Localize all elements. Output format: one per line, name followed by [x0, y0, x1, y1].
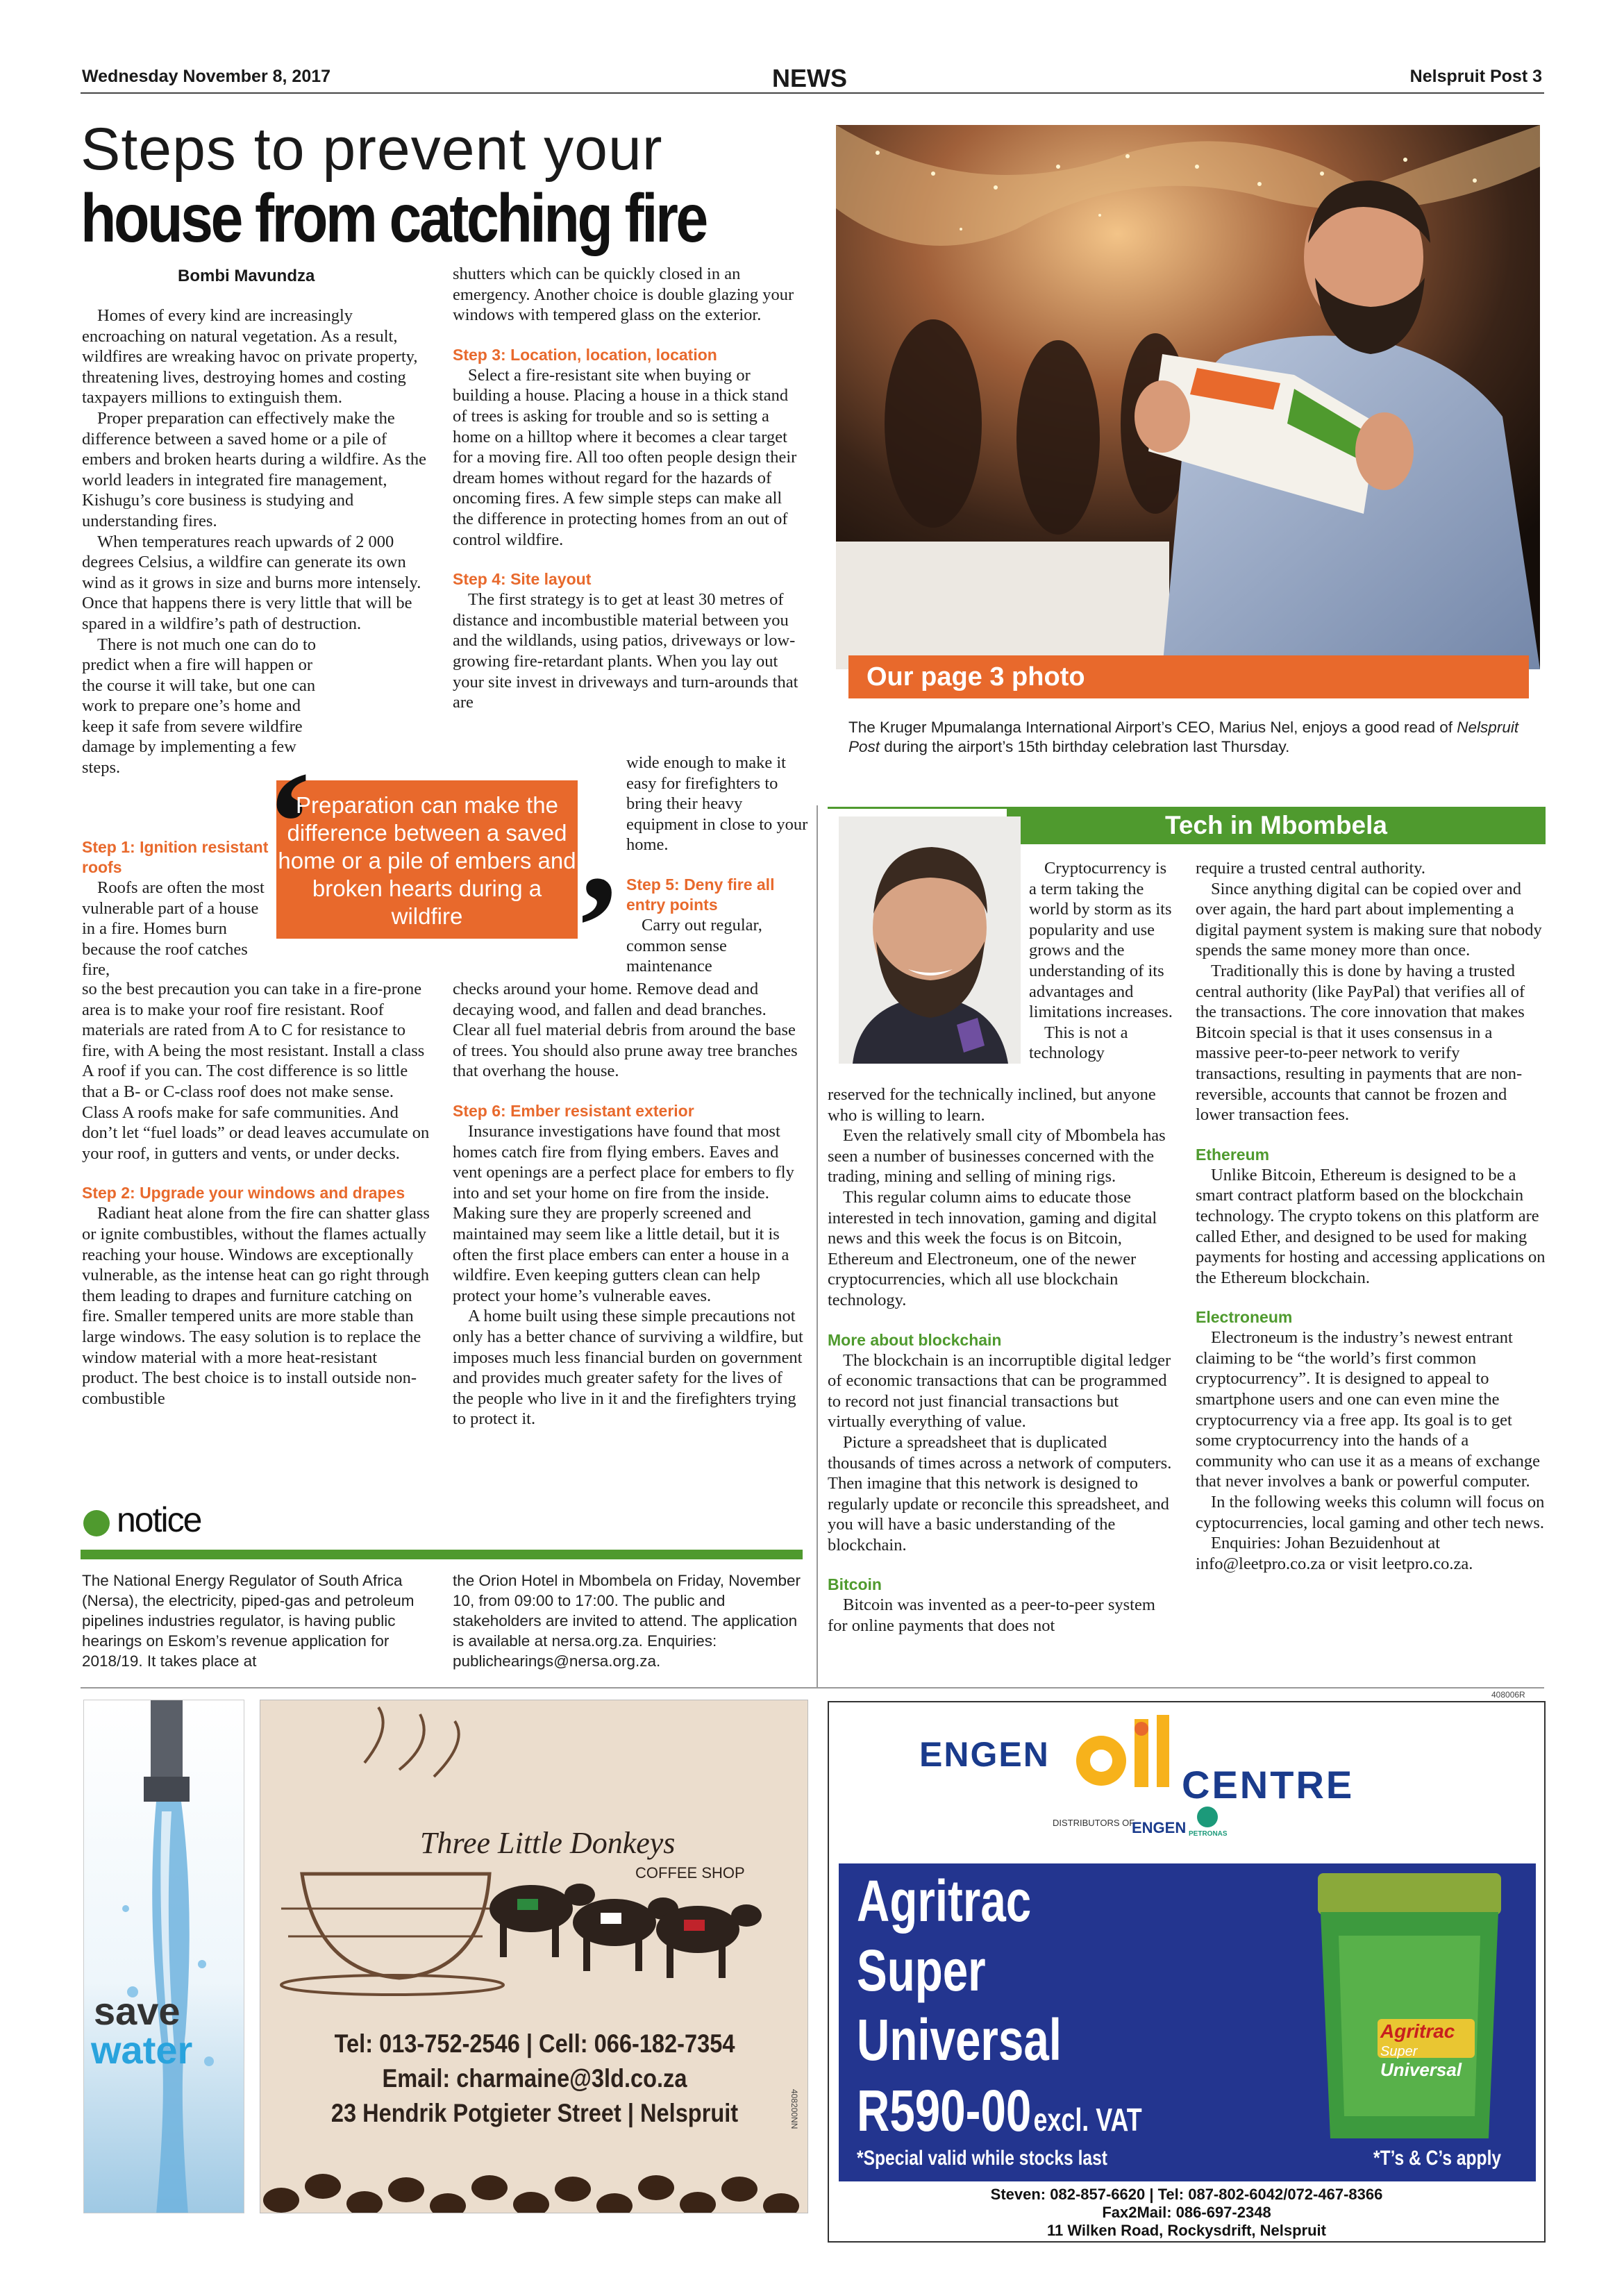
bitcoin-heading: Bitcoin	[828, 1575, 882, 1594]
tech-paragraph: Bitcoin was invented as a peer-to-peer system for online payments that does not	[828, 1595, 1155, 1636]
step6-paragraph: Insurance investigations have found that most homes catch fire from flying embers. Eaves and vent openings are a perfect place for embers to fly into and set your home on fire from the inside. Making sure they are properly screened and maintained may seem like a little detail, but it is often the first place embers can enter a house in a wildfire. Even keeping gutters clean can help protect your home’s vulnerable eaves.	[453, 1121, 794, 1305]
engen-contacts	[829, 2186, 1544, 2240]
bucket-brand: Agritrac	[1380, 2020, 1455, 2042]
tech-column-2	[1196, 858, 1547, 1574]
save-water-ad	[83, 1700, 244, 2213]
engen-oil-centre-ad	[828, 1701, 1546, 2243]
paper-name-page: Nelspruit Post 3	[1409, 67, 1542, 86]
product-line3: Universal	[857, 2007, 1062, 2072]
step5-text-wide: checks around your home. Remove dead and decaying wood, and fallen and dead branches. Clear all fuel material debris from around the base of trees. You should also prune away tree branches that overhang the house.	[453, 980, 798, 1081]
bucket-line3: Universal	[1380, 2059, 1462, 2080]
step5-heading: Step 5: Deny fire all entry points	[626, 875, 775, 914]
step5-6-block	[453, 979, 805, 1430]
tech-intro-narrow	[1029, 858, 1176, 1064]
tech-paragraph: Unlike Bitcoin, Ethereum is designed to be a smart contract platform based on the blockchain technology. The crypto tokens on this platform are called Ether, and designed to be used for making payments for hosting and accessing applications on the Ethereum blockchain.	[1196, 1165, 1546, 1287]
product-line2: Super	[857, 1938, 986, 2003]
tech-paragraph: The blockchain is an incorruptible digital ledger of economic transactions that can be programmed to record not just financial transactions but virtually everything of value.	[828, 1350, 1171, 1432]
headline-line2: house from catching fire	[81, 180, 706, 256]
tap-water-icon	[84, 1700, 244, 2213]
product-price-row	[857, 2077, 1142, 2145]
donkeys-ad-code: 408200NN	[789, 2089, 799, 2129]
petronas-label: PETRONAS	[1189, 1830, 1228, 1838]
tech-paragraph: Even the relatively small city of Mbombela has seen a number of businesses concerned with the trading, mining and selling of mining rigs.	[828, 1126, 1166, 1187]
article-column-1	[82, 305, 430, 778]
article-paragraph: Proper preparation can effectively make the difference between a saved home or a pile of embers and broken hearts during a wildfire. As the world leaders in integrated fire management, Kishugu’s core business is studying and understanding fires.	[82, 408, 426, 530]
tech-intro-text-2: This is not a technology	[1029, 1023, 1128, 1063]
contact-line-1: Steven: 082-857-6620 | Tel: 087-802-6042/072-467-8366	[990, 2186, 1383, 2203]
product-name	[857, 1866, 1062, 2075]
byline: Bombi Mavundza	[178, 267, 315, 285]
bucket-line2: Super	[1380, 2044, 1418, 2059]
step2-heading: Step 2: Upgrade your windows and drapes	[82, 1184, 405, 1203]
photo-caption-part: The Kruger Mpumalanga International Airport’s CEO, Marius Nel, enjoys a good read of	[848, 719, 1457, 736]
tech-intro-text: Cryptocurrency is a term taking the world by storm as its popularity and use grows and the understanding of its advantages and limitations increases.	[1029, 859, 1173, 1022]
tech-column-1	[828, 1084, 1179, 1636]
photo-caption-part: during the airport’s 15th birthday celebration last Thursday.	[880, 738, 1290, 755]
contact-line-3: 11 Wilken Road, Rockysdrift, Nelspruit	[1046, 2222, 1326, 2239]
tech-paragraph: This regular column aims to educate those interested in tech innovation, gaming and digital news and this week the focus is on Bitcoin, Ethereum and Electroneum, one of the newer cryptocurrencies, which all use blockchain technology.	[828, 1187, 1157, 1309]
header-rule	[81, 92, 1544, 94]
step4-text: The first strategy is to get at least 30 metres of distance and incombustible material between you and the wildlands, using patios, driveways or low-growing fire-retardant plants. When you lay out your site invest in driveways and turn-arounds that are	[453, 590, 798, 712]
ads-top-rule	[81, 1687, 1544, 1689]
pull-quote-text: Preparation can make the difference between a saved home or a pile of embers and broken hearts during a wildfire	[278, 792, 576, 929]
step1-text-cont: so the best precaution you can take in a fire-prone area is to make your roof fire resistant. Roof materials are rated from A to C for resistance to fire, with A being the most resistant. Install a class A roof if you can. The cost difference is so little that a B- or C-class roof does not make sense. Class A roofs make for safe communities. And don’t let “fuel loads” or dead leaves accumulate on your roof, in gutters and vents, or under decks.	[82, 980, 430, 1163]
ethereum-heading: Ethereum	[1196, 1145, 1270, 1164]
column-divider	[817, 805, 818, 1687]
headline-line1: Steps to prevent your	[81, 116, 663, 183]
notice-dot-icon	[83, 1510, 110, 1536]
notice-rule	[81, 1550, 803, 1559]
step4-5-narrow	[626, 753, 808, 977]
tech-paragraph: Since anything digital can be copied over and over again, the hard part about implementing a digital payment system is making sure that nobody spends the same money more than once.	[1196, 879, 1542, 960]
special-note: *Special valid while stocks last	[857, 2147, 1107, 2170]
step4-text-narrow: wide enough to make it easy for firefighters to bring their heavy equipment in close to your home.	[626, 753, 808, 855]
contact-line-2: Fax2Mail: 086-697-2348	[1102, 2204, 1271, 2221]
step1-heading: Step 1: Ignition resistant roofs	[82, 838, 269, 876]
notice-text-col2: the Orion Hotel in Mbombela on Friday, November 10, from 09:00 to 17:00. The public and stakeholders are invited to attend. The application is available at nersa.org.za. Enquiries: publichearings@nersa.org.za.	[453, 1572, 801, 1670]
step6-paragraph: A home built using these simple precautions not only has a better chance of surviving a wildfire, but imposes much less financial burden on government and provides much greater safety for the lives of the people who live in it and the firefighters trying to protect it.	[453, 1307, 803, 1429]
oil-logo	[1076, 1715, 1180, 1791]
issue-date: Wednesday November 8, 2017	[82, 67, 331, 86]
electroneum-heading: Electroneum	[1196, 1308, 1293, 1327]
bucket-image	[1311, 1873, 1508, 2138]
tech-paragraph: Traditionally this is done by having a trusted central authority (like PayPal) that verifies all of the transactions. The core innovation that makes Bitcoin special is that it uses consensus in a massive peer-to-peer network to verify transactions, resulting in payments that are non-reversible, accounts that cannot be frozen and lower transaction fees.	[1196, 961, 1525, 1125]
agritrac-bucket	[1311, 1873, 1508, 2138]
photo-caption-title: Our page 3 photo	[867, 662, 1085, 692]
step3-heading: Step 3: Location, location, location	[453, 345, 717, 364]
water-word: water	[91, 2028, 193, 2072]
engen-small-logo: ENGEN	[1132, 1819, 1187, 1836]
tech-column-title: Tech in Mbombela	[1164, 811, 1387, 839]
article-column-2	[453, 264, 805, 713]
tech-paragraph: Picture a spreadsheet that is duplicated thousands of times across a network of computers. Then imagine that this network is designed to regularly update or reconcile this spreadsheet, and you will have a basic understanding of the blockchain.	[828, 1432, 1172, 1555]
tech-paragraph: In the following weeks this column will focus on cyptocurrencies, local gaming and other tech news.	[1196, 1493, 1545, 1532]
price-suffix: excl. VAT	[1033, 2102, 1142, 2138]
donkeys-address: 23 Hendrik Potgieter Street | Nelspruit	[330, 2099, 739, 2127]
three-little-donkeys-ad	[260, 1700, 808, 2213]
notice-text-col1: The National Energy Regulator of South Africa (Nersa), the electricity, piped-gas and petroleum pipelines industries regulator, is having public hearings on Eskom’s revenue application for 2018/19. It takes place at	[82, 1572, 415, 1670]
tech-paragraph: Electroneum is the industry’s newest entrant claiming to be “the world’s first common cryptocurrency”. It is designed to appeal to smartphone users and one can even mine the cryptocurrency via a free app. Its goal is to get some cryptocurrency into the hands of a community who can use it as a means of exchange that never involves a bank or powerful computer.	[1196, 1328, 1540, 1491]
step2-text: Radiant heat alone from the fire can shatter glass or ignite combustibles, without the flames actually reaching your house. Windows are exceptionally vulnerable, as the intense heat can go right through them leading to drapes and furniture catching on fire. Smaller tempered units are more stable than large windows. The easy solution is to replace the window material with a more heat-resistant product. The best choice is to install outside non-combustible	[82, 1204, 430, 1408]
tech-col1-cont: reserved for the technically inclined, but anyone who is willing to learn.	[828, 1085, 1156, 1125]
step6-heading: Step 6: Ember resistant exterior	[453, 1101, 694, 1120]
step1-block	[82, 837, 269, 980]
terms-note: *T’s & C’s apply	[1373, 2147, 1502, 2170]
photo-caption-paper: Nelspruit Post	[848, 719, 1519, 755]
step4-heading: Step 4: Site layout	[453, 570, 592, 589]
coffee-cup-donkeys-icon	[260, 1700, 808, 2213]
engen-centre-word: CENTRE	[1182, 1763, 1355, 1807]
section-label: NEWS	[772, 64, 847, 92]
donkeys-email: Email: charmaine@3ld.co.za	[382, 2064, 687, 2093]
columnist-photo-image	[839, 816, 1021, 1064]
product-line1: Agritrac	[857, 1868, 1032, 1934]
step1-text-narrow: Roofs are often the most vulnerable part of a house in a fire. Homes burn because the roof catches fire,	[82, 878, 265, 980]
engen-ad-code: 408006R	[1491, 1690, 1525, 1700]
close-quote-mark: ’	[574, 846, 622, 1007]
oil-drop-icon	[1076, 1715, 1180, 1791]
blockchain-heading: More about blockchain	[828, 1330, 1002, 1349]
photo-caption-text	[848, 718, 1543, 757]
product-price: R590-00	[857, 2078, 1032, 2143]
open-quote-mark: ‘	[265, 742, 314, 903]
tech-paragraph: Enquiries: Johan Bezuidenhout at info@leetpro.co.za or visit leetpro.co.za.	[1196, 1534, 1473, 1573]
notice-label: notice	[117, 1500, 201, 1539]
article-paragraph: There is not much one can do to predict when a fire will happen or the course it will take, but one can work to prepare one’s home and keep it safe from severe wildfire damage by implementing a few steps.	[82, 635, 317, 778]
columnist-photo	[839, 816, 1021, 1064]
step3-text: Select a fire-resistant site when buying or building a house. Placing a house in a thick stand of trees is asking for trouble and so is setting a home on a hilltop where it becomes a clear target for a moving fire. All too often people design their dream homes without regard for the hazards of oncoming fires. A few simple steps can make all the difference in protecting homes from an out of control wildfire.	[453, 365, 797, 549]
article-paragraph: Homes of every kind are increasingly encroaching on natural vegetation. As a result, wildfires are wreaking havoc on private property, threatening lives, destroying homes and costing taxpayers millions to extinguish them.	[82, 306, 418, 408]
donkeys-shop-sub: COFFEE SHOP	[635, 1864, 745, 1882]
distributors-of: DISTRIBUTORS OF	[1053, 1818, 1135, 1828]
step1-text-wide	[82, 979, 430, 1409]
col2-top: shutters which can be quickly closed in an emergency. Another choice is double glazing your windows with tempered glass on the exterior.	[453, 265, 794, 325]
petronas-logo-icon	[1197, 1807, 1218, 1827]
tech-col2-top: require a trusted central authority.	[1196, 859, 1426, 878]
donkeys-tel: Tel: 013-752-2546 | Cell: 066-182-7354	[334, 2029, 735, 2058]
step5-text-narrow: Carry out regular, common sense maintenance	[626, 915, 762, 976]
engen-logo-word: ENGEN	[919, 1735, 1050, 1774]
page3-photo-image	[836, 125, 1540, 669]
donkeys-shop-name: Three Little Donkeys	[420, 1826, 676, 1860]
article-paragraph: When temperatures reach upwards of 2 000 degrees Celsius, a wildfire can generate its own wind as it grows in size and burns more intensely. Once that happens there is very little that will be spared in a wildfire’s path of destruction.	[82, 532, 421, 633]
save-word: save	[94, 1989, 181, 2033]
page3-photo	[836, 125, 1540, 669]
